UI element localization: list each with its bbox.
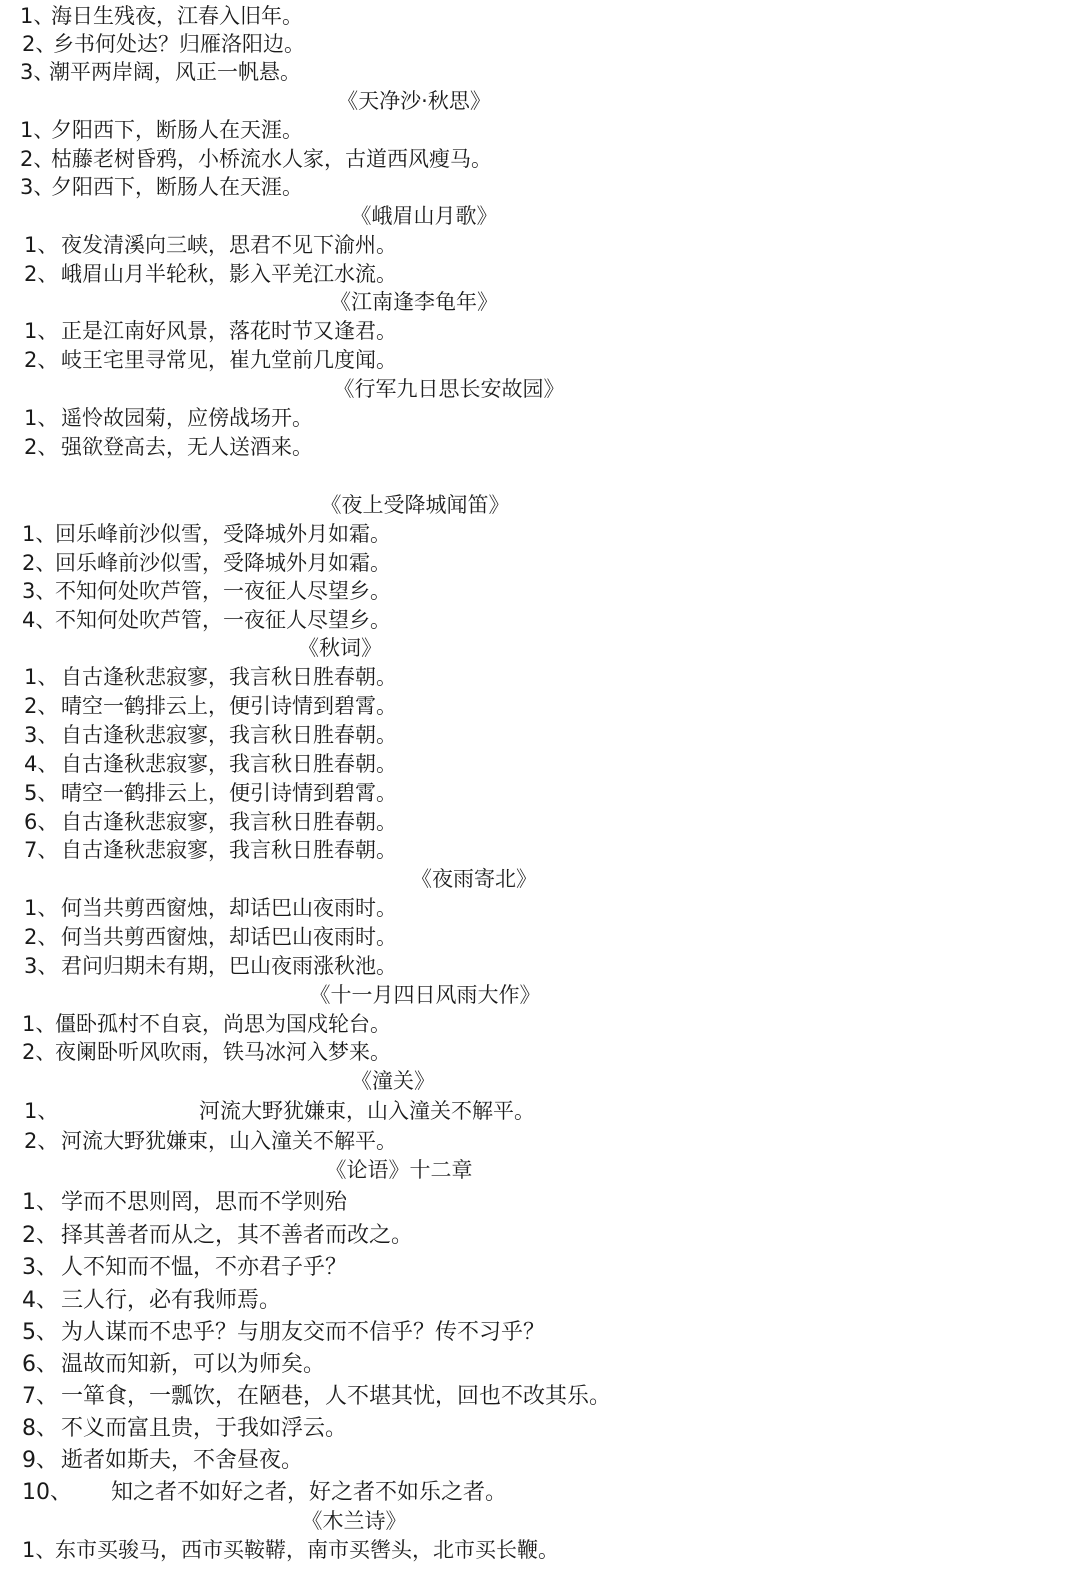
line-number: 1、 xyxy=(22,1190,58,1215)
section-title xyxy=(0,491,1080,520)
section-title xyxy=(0,865,1080,894)
line-text: 正是江南好风景，落花时节又逢君。 xyxy=(61,319,397,343)
poem-line xyxy=(0,836,1080,865)
line-number: 3、 xyxy=(22,1255,58,1280)
line-number: 1、 xyxy=(22,1538,57,1562)
line-number: 1、 xyxy=(24,1099,59,1123)
line-text: 强欲登高去，无人送酒来。 xyxy=(61,435,313,459)
poem-line xyxy=(0,1316,1080,1349)
line-number: 2、 xyxy=(20,147,55,171)
line-text: 自古逢秋悲寂寥，我言秋日胜春朝。 xyxy=(61,752,397,776)
line-number: 2、 xyxy=(24,262,59,286)
line-text: 遥怜故园菊，应傍战场开。 xyxy=(61,406,313,430)
poem-line xyxy=(0,549,1080,578)
line-number: 10、 xyxy=(22,1480,72,1505)
poem-title: 《夜上受降城闻笛》 xyxy=(320,493,510,517)
section-title xyxy=(0,202,1080,231)
line-text: 乡书何处达？归雁洛阳边。 xyxy=(53,32,305,56)
line-text: 河流大野犹嫌束，山入潼关不解平。 xyxy=(199,1099,535,1123)
poem-line xyxy=(0,231,1080,260)
poem-title: 《秋词》 xyxy=(298,636,382,660)
poem-line xyxy=(0,317,1080,346)
poem-line xyxy=(0,808,1080,837)
poem-title: 《木兰诗》 xyxy=(301,1509,407,1533)
line-text: 自古逢秋悲寂寥，我言秋日胜春朝。 xyxy=(61,665,397,689)
poem-line xyxy=(0,404,1080,433)
line-text: 东市买骏马，西市买鞍鞯，南市买辔头，北市买长鞭。 xyxy=(55,1538,559,1562)
line-text: 枯藤老树昏鸦，小桥流水人家，古道西风瘦马。 xyxy=(51,147,492,171)
poem-line xyxy=(0,952,1080,981)
line-number: 3、 xyxy=(20,60,55,84)
line-text: 夜阑卧听风吹雨，铁马冰河入梦来。 xyxy=(55,1040,391,1064)
line-text: 不知何处吹芦管，一夜征人尽望乡。 xyxy=(55,579,391,603)
line-number: 1、 xyxy=(24,406,59,430)
line-text: 逝者如斯夫，不舍昼夜。 xyxy=(61,1448,304,1473)
poem-line xyxy=(0,692,1080,721)
line-text: 海日生残夜，江春入旧年。 xyxy=(51,4,303,28)
poem-title: 《潼关》 xyxy=(351,1069,435,1093)
line-number: 1、 xyxy=(24,896,59,920)
section-title xyxy=(0,375,1080,404)
poem-line xyxy=(0,923,1080,952)
poem-title: 《论语》十二章 xyxy=(325,1158,473,1182)
line-number: 8、 xyxy=(22,1416,58,1441)
line-number: 2、 xyxy=(22,1223,58,1248)
line-number: 7、 xyxy=(22,1384,58,1409)
line-text: 一箪食，一瓢饮，在陋巷，人不堪其忧，回也不改其乐。 xyxy=(61,1384,612,1409)
line-text: 学而不思则罔，思而不学则殆 xyxy=(61,1190,348,1215)
line-number: 3、 xyxy=(24,954,59,978)
line-text: 不知何处吹芦管，一夜征人尽望乡。 xyxy=(55,608,391,632)
poem-line xyxy=(0,1536,1080,1565)
poem-title: 《天净沙·秋思》 xyxy=(337,89,491,113)
poem-title: 《峨眉山月歌》 xyxy=(350,204,498,228)
line-text: 三人行，必有我师焉。 xyxy=(61,1288,282,1313)
line-text: 人不知而不愠，不亦君子乎？ xyxy=(61,1255,348,1280)
line-number: 1、 xyxy=(20,118,55,142)
section-title xyxy=(0,1067,1080,1096)
line-number: 4、 xyxy=(22,1288,58,1313)
line-number: 1、 xyxy=(24,233,59,257)
poem-line xyxy=(0,1038,1080,1067)
poem-line xyxy=(0,1219,1080,1252)
section-title xyxy=(0,981,1080,1010)
poem-title: 《行军九日思长安故园》 xyxy=(333,377,565,401)
poem-line xyxy=(0,1444,1080,1477)
line-text: 择其善者而从之，其不善者而改之。 xyxy=(61,1223,414,1248)
line-number: 2、 xyxy=(24,694,59,718)
line-number: 4、 xyxy=(24,752,59,776)
poem-line xyxy=(0,433,1080,462)
line-number: 9、 xyxy=(22,1448,58,1473)
line-text: 自古逢秋悲寂寥，我言秋日胜春朝。 xyxy=(61,723,397,747)
line-number: 1、 xyxy=(24,665,59,689)
section-title xyxy=(0,87,1080,116)
poem-line xyxy=(0,750,1080,779)
line-text: 河流大野犹嫌束，山入潼关不解平。 xyxy=(61,1129,397,1153)
poem-title: 《夜雨寄北》 xyxy=(411,867,537,891)
line-number: 5、 xyxy=(24,781,59,805)
line-number: 2、 xyxy=(24,348,59,372)
poem-line xyxy=(0,1348,1080,1381)
section-title xyxy=(0,1156,1080,1185)
line-number: 3、 xyxy=(24,723,59,747)
line-text: 知之者不如好之者，好之者不如乐之者。 xyxy=(111,1480,508,1505)
line-number: 7、 xyxy=(24,838,59,862)
poem-line xyxy=(0,1380,1080,1413)
poem-line xyxy=(0,1186,1080,1219)
line-number: 1、 xyxy=(24,319,59,343)
line-text: 岐王宅里寻常见，崔九堂前几度闻。 xyxy=(61,348,397,372)
poem-line xyxy=(0,894,1080,923)
poem-line xyxy=(0,577,1080,606)
line-text: 何当共剪西窗烛，却话巴山夜雨时。 xyxy=(61,925,397,949)
poem-line xyxy=(0,1476,1080,1509)
poem-line xyxy=(0,2,1080,31)
poem-line xyxy=(0,58,1080,87)
line-text: 晴空一鹤排云上，便引诗情到碧霄。 xyxy=(61,694,397,718)
poem-line xyxy=(0,1284,1080,1317)
line-text: 夕阳西下，断肠人在天涯。 xyxy=(51,118,303,142)
poem-line xyxy=(0,1127,1080,1156)
line-number: 6、 xyxy=(22,1352,58,1377)
poem-title: 《十一月四日风雨大作》 xyxy=(309,983,541,1007)
poem-line xyxy=(0,260,1080,289)
line-text: 夜发清溪向三峡，思君不见下渝州。 xyxy=(61,233,397,257)
poem-line xyxy=(0,1097,1080,1126)
poem-line xyxy=(0,663,1080,692)
line-number: 5、 xyxy=(22,1320,58,1345)
poem-line xyxy=(0,116,1080,145)
line-number: 2、 xyxy=(22,32,57,56)
section-title xyxy=(0,288,1080,317)
line-text: 温故而知新，可以为师矣。 xyxy=(61,1352,326,1377)
poem-line xyxy=(0,1010,1080,1039)
line-number: 1、 xyxy=(22,1012,57,1036)
poem-line xyxy=(0,173,1080,202)
line-text: 夕阳西下，断肠人在天涯。 xyxy=(51,175,303,199)
line-text: 自古逢秋悲寂寥，我言秋日胜春朝。 xyxy=(61,810,397,834)
poem-line xyxy=(0,721,1080,750)
line-number: 2、 xyxy=(22,1040,57,1064)
poem-line xyxy=(0,1412,1080,1445)
poem-line xyxy=(0,346,1080,375)
line-text: 回乐峰前沙似雪，受降城外月如霜。 xyxy=(55,522,391,546)
line-number: 4、 xyxy=(22,608,57,632)
poem-title: 《江南逢李龟年》 xyxy=(330,290,498,314)
line-text: 回乐峰前沙似雪，受降城外月如霜。 xyxy=(55,551,391,575)
section-title xyxy=(0,634,1080,663)
poem-line xyxy=(0,779,1080,808)
line-number: 3、 xyxy=(22,579,57,603)
line-text: 不义而富且贵，于我如浮云。 xyxy=(61,1416,348,1441)
poem-line xyxy=(0,30,1080,59)
line-number: 2、 xyxy=(24,1129,59,1153)
poem-line xyxy=(0,1251,1080,1284)
poem-line xyxy=(0,145,1080,174)
section-title xyxy=(0,1507,1080,1536)
line-number: 1、 xyxy=(22,522,57,546)
line-text: 自古逢秋悲寂寥，我言秋日胜春朝。 xyxy=(61,838,397,862)
line-number: 3、 xyxy=(20,175,55,199)
poem-line xyxy=(0,606,1080,635)
line-text: 晴空一鹤排云上，便引诗情到碧霄。 xyxy=(61,781,397,805)
line-number: 1、 xyxy=(20,4,55,28)
line-text: 僵卧孤村不自哀，尚思为国戍轮台。 xyxy=(55,1012,391,1036)
line-number: 2、 xyxy=(22,551,57,575)
line-text: 潮平两岸阔，风正一帆悬。 xyxy=(49,60,301,84)
poem-line xyxy=(0,520,1080,549)
line-number: 2、 xyxy=(24,435,59,459)
line-text: 峨眉山月半轮秋，影入平羌江水流。 xyxy=(61,262,397,286)
line-number: 6、 xyxy=(24,810,59,834)
line-text: 何当共剪西窗烛，却话巴山夜雨时。 xyxy=(61,896,397,920)
line-text: 为人谋而不忠乎？与朋友交而不信乎？传不习乎？ xyxy=(61,1320,546,1345)
line-text: 君问归期未有期，巴山夜雨涨秋池。 xyxy=(61,954,397,978)
line-number: 2、 xyxy=(24,925,59,949)
